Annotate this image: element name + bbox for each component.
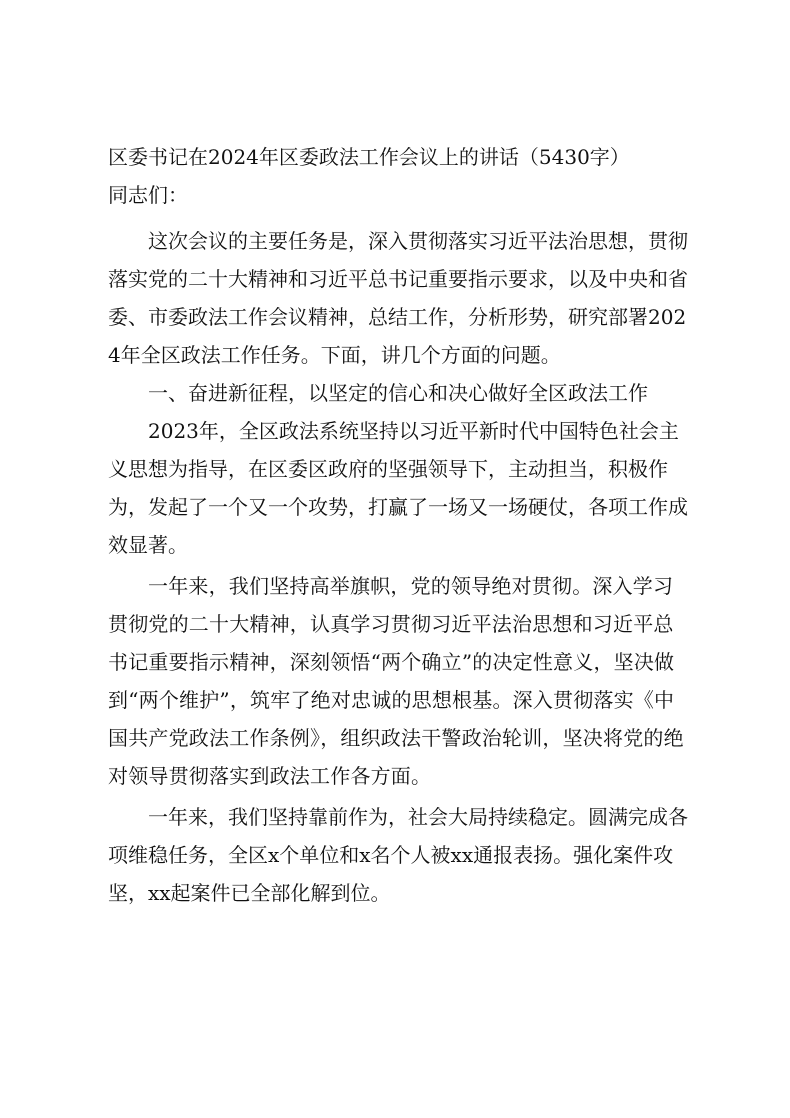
paragraph-2023-summary: 2023年，全区政法系统坚持以习近平新时代中国特色社会主义思想为指导，在区委区政府的坚强领导下，主动担当，积极作为，发起了一个又一个攻势，打赢了一场又一场硬仗，各项工作成效显著。 — [108, 419, 688, 557]
paragraph-social-stability: 一年来，我们坚持靠前作为，社会大局持续稳定。圆满完成各项维稳任务，全区x个单位和x名个人被xx通报表扬。强化案件攻坚，xx起案件已全部化解到位。 — [108, 805, 688, 905]
document-body — [108, 138, 693, 912]
salutation: 同志们： — [108, 183, 188, 207]
section-heading-1: 一、奋进新征程，以坚定的信心和决心做好全区政法工作 — [148, 381, 648, 405]
paragraph-party-leadership: 一年来，我们坚持高举旗帜，党的领导绝对贯彻。深入学习贯彻党的二十大精神，认真学习贯彻习近平法治思想和习近平总书记重要指示精神，深刻领悟“两个确立”的决定性意义，坚决做到“两个维护”，筑牢了绝对忠诚的思想根基。深入贯彻落实《中国共产党政法工作条例》，组织政法干警政治轮训，坚决将党的绝对领导贯彻落实到政法工作各方面。 — [108, 574, 684, 788]
document-title: 区委书记在2024年区委政法工作会议上的讲话（5430字） — [108, 145, 630, 169]
paragraph-intro: 这次会议的主要任务是，深入贯彻落实习近平法治思想，贯彻落实党的二十大精神和习近平总书记重要指示要求，以及中央和省委、市委政法工作会议精神，总结工作，分析形势，研究部署2024年全区政法工作任务。下面，讲几个方面的问题。 — [108, 229, 688, 367]
